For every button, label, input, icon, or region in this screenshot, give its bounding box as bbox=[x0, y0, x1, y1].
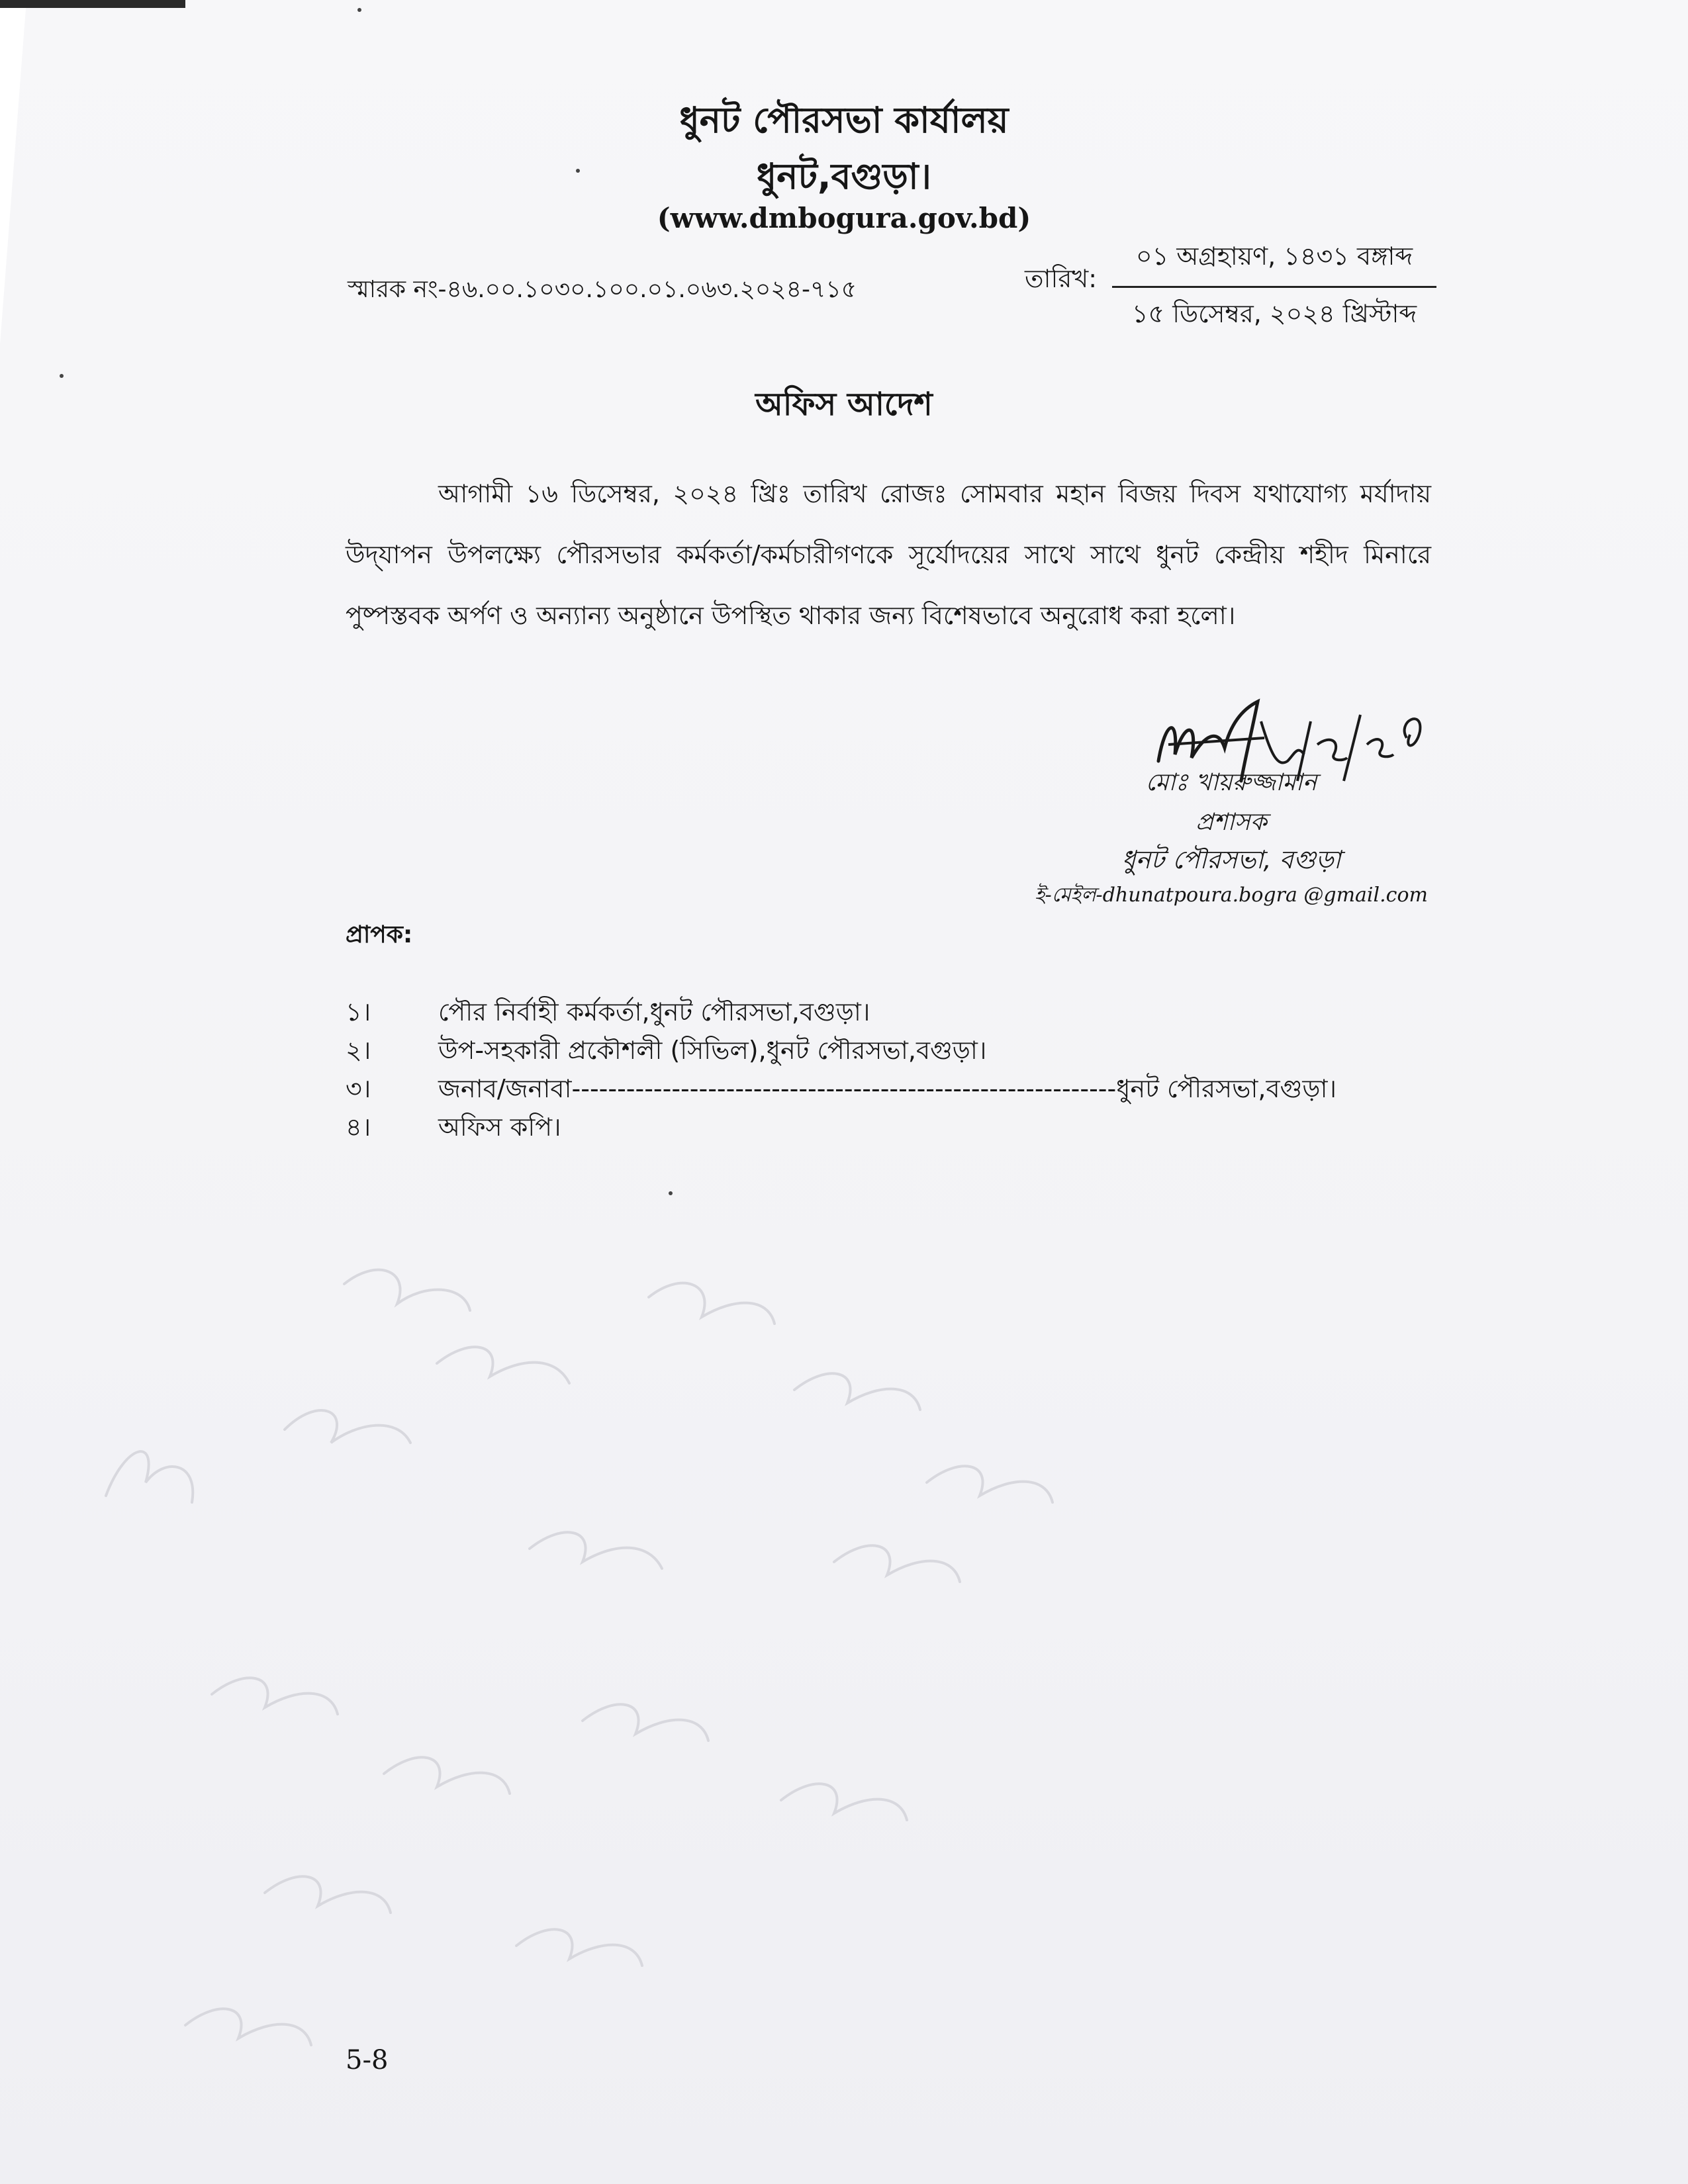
memo-number: স্মারক নং-৪৬.০০.১০৩০.১০০.০১.০৬৩.২০২৪-৭১৫ bbox=[348, 276, 857, 303]
recipients-label: প্রাপক: bbox=[346, 921, 413, 948]
recipient-item bbox=[346, 1069, 1484, 1108]
recipient-item bbox=[346, 1031, 1484, 1069]
recipient-item bbox=[346, 1108, 1484, 1146]
recipient-text: অফিস কপি। bbox=[438, 1113, 561, 1142]
signatory-email: ই-মেইল-dhunatpoura.bogra @gmail.com bbox=[1035, 884, 1428, 907]
scan-edge bbox=[0, 0, 185, 8]
office-location: ধুনট,বগুড়া। bbox=[757, 156, 931, 197]
scan-speck bbox=[357, 8, 361, 12]
recipient-number: ৪। bbox=[346, 1113, 371, 1142]
date-bangla: ০১ অগ্রহায়ণ, ১৪৩১ বঙ্গাব্দ bbox=[1112, 237, 1436, 288]
date-block bbox=[1112, 237, 1436, 337]
recipient-number: ৩। bbox=[346, 1074, 371, 1103]
signatory-title: প্রশাসক bbox=[1196, 809, 1267, 836]
recipient-text: জনাব/জনাবা------------------------------------------------------------ধুনট পৌরসভা,বগুড়া। bbox=[438, 1074, 1337, 1103]
recipient-item bbox=[346, 993, 1484, 1031]
recipients-list bbox=[346, 993, 1484, 1146]
signatory-organization: ধুনট পৌরসভা, বগুড়া bbox=[1121, 845, 1341, 874]
page-number: 5-8 bbox=[346, 2045, 389, 2075]
recipient-text: উপ-সহকারী প্রকৌশলী (সিভিল),ধুনট পৌরসভা,বগুড়া। bbox=[438, 1036, 987, 1065]
date-english: ১৫ ডিসেম্বর, ২০২৪ খ্রিস্টাব্দ bbox=[1131, 299, 1417, 328]
scan-speck bbox=[576, 169, 580, 173]
recipient-number: ২। bbox=[346, 1036, 371, 1065]
date-label: তারিখ: bbox=[1025, 264, 1098, 293]
document-title: অফিস আদেশ bbox=[755, 386, 933, 423]
office-website: (www.dmbogura.gov.bd) bbox=[657, 202, 1031, 234]
office-name: ধুনট পৌরসভা কার্যালয় bbox=[679, 99, 1009, 141]
signatory-name: মোঃ খায়রুজ্জামান bbox=[1145, 769, 1317, 796]
order-body: আগামী ১৬ ডিসেম্বর, ২০২৪ খ্রিঃ তারিখ রোজঃ সোমবার মহান বিজয় দিবস যথাযোগ্য মর্যাদায় উদ্‌যাপন উপলক্ষ্যে পৌরসভার কর্মকর্তা/কর্মচারীগণকে সূর্যোদয়ের সাথে সাথে ধুনট কেন্দ্রীয় শহীদ মিনারে পুষ্পস্তবক অর্পণ ও অন্যান্য অনুষ্ঠানে উপস্থিত থাকার জন্য বিশেষভাবে অনুরোধ করা হলো। bbox=[346, 479, 1431, 630]
scan-speck bbox=[60, 374, 64, 378]
bleed-through-signatures bbox=[66, 1244, 1125, 2105]
recipient-number: ১। bbox=[346, 997, 371, 1026]
recipient-text: পৌর নির্বাহী কর্মকর্তা,ধুনট পৌরসভা,বগুড়া। bbox=[438, 997, 870, 1026]
scan-speck bbox=[669, 1191, 673, 1195]
